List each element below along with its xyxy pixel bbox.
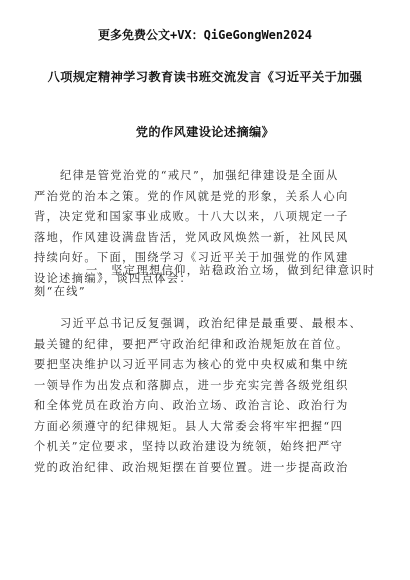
paragraph-line: 党的政治纪律、政治规矩摆在首要位置。进一步提高政治 — [34, 460, 349, 474]
paragraph-line: 落地，作风建设满盘皆活，党风政风焕然一新，社风民风 — [34, 230, 349, 244]
paragraph-line: 严治党的治本之策。党的作风就是党的形象，关系人心向 — [34, 189, 349, 203]
heading-line: 刻“在线” — [34, 284, 87, 298]
paragraph-line: 持续向好。下面，围绕学习《习近平关于加强党的作风建 — [34, 251, 349, 264]
section-heading — [34, 261, 376, 302]
promo-header: 更多免费公文+VX：QiGeGongWen2024 — [97, 28, 313, 42]
paragraph-line: 纪律是管党治党的“戒尺”，加强纪律建设是全面从 — [60, 169, 339, 182]
paragraph-line: 和全体党员在政治方向、政治立场、政治言论、政治行为 — [34, 399, 349, 412]
heading-line: 一、坚定理想信仰，站稳政治立场，做到纪律意识时 — [86, 264, 376, 277]
paragraph-line: 最关键的纪律，要把严守政治纪律和政治规矩放在首位。 — [34, 337, 349, 351]
paragraph-line: 习近平总书记反复强调，政治纪律是最重要、最根本、 — [60, 317, 363, 330]
body-paragraph — [34, 314, 363, 478]
paragraph-line: 个机关”定位要求，坚持以政治建设为统领，始终把严守 — [34, 440, 344, 453]
paragraph-line: 设论述摘编》，谈四点体会： — [34, 271, 193, 285]
paragraph-line: 一领导作为出发点和落脚点，进一步充实完善各级党组织 — [34, 378, 349, 392]
paragraph-line: 方面必须遵守的纪律规矩。县人大常委会将牢牢把握“四 — [34, 419, 344, 433]
document-title-line-2: 党的作风建设论述摘编》 — [135, 125, 275, 139]
document-title-line-1: 八项规定精神学习教育读书班交流发言《习近平关于加强 — [47, 70, 363, 84]
paragraph-line: 要把坚决维护以习近平同志为核心的党中央权威和集中统 — [34, 358, 349, 371]
paragraph-line: 背，决定党和国家事业成败。十八大以来，八项规定一子 — [34, 210, 349, 223]
